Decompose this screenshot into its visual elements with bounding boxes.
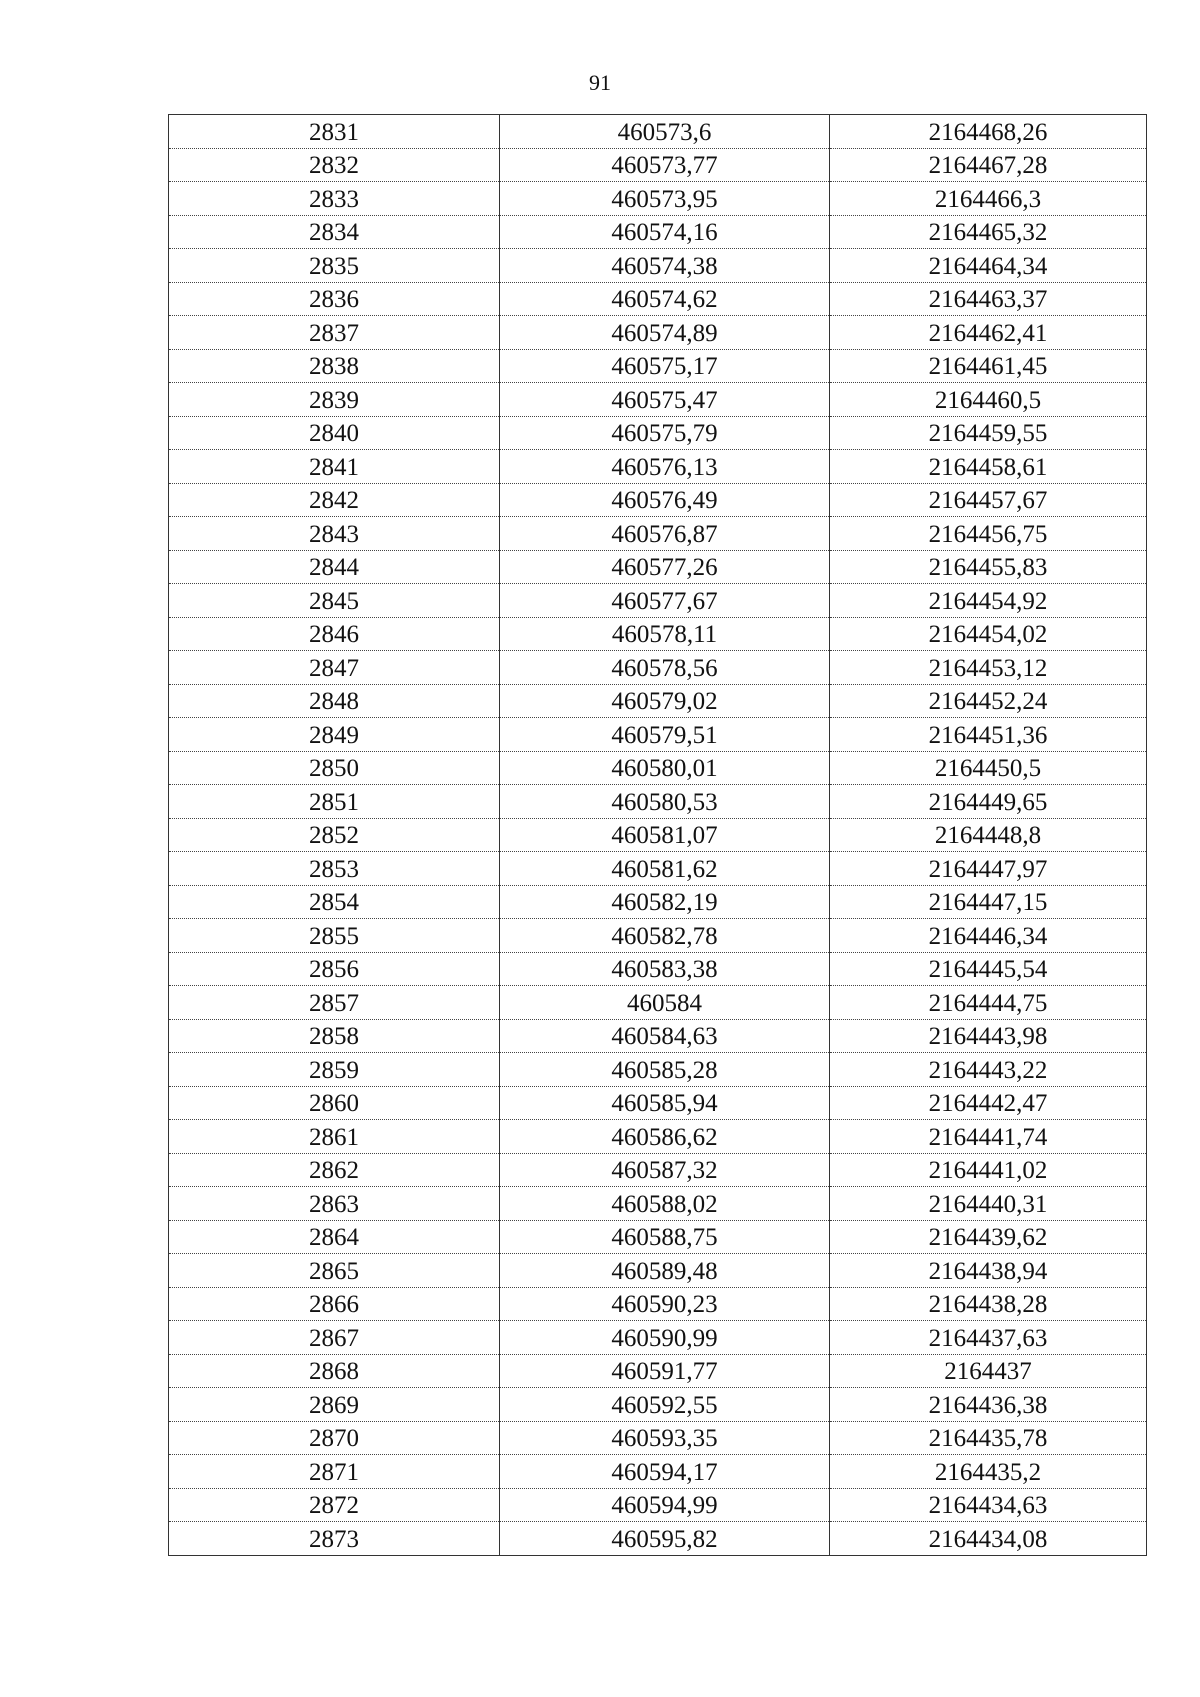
x-coordinate-cell: 460575,79 [500, 416, 830, 450]
point-number-cell: 2852 [169, 818, 500, 852]
x-coordinate-cell: 460574,38 [500, 249, 830, 283]
point-number-cell: 2870 [169, 1421, 500, 1455]
x-coordinate-cell: 460588,75 [500, 1220, 830, 1254]
x-coordinate-cell: 460585,28 [500, 1053, 830, 1087]
point-number-cell: 2843 [169, 517, 500, 551]
x-coordinate-cell: 460574,62 [500, 282, 830, 316]
table-row [169, 1153, 1147, 1187]
table-row [169, 718, 1147, 752]
y-coordinate-cell: 2164437,63 [830, 1321, 1147, 1355]
point-number-cell: 2872 [169, 1488, 500, 1522]
point-number-cell: 2844 [169, 550, 500, 584]
table-row [169, 785, 1147, 819]
x-coordinate-cell: 460593,35 [500, 1421, 830, 1455]
point-number-cell: 2831 [169, 115, 500, 149]
table-row [169, 986, 1147, 1020]
x-coordinate-cell: 460588,02 [500, 1187, 830, 1221]
y-coordinate-cell: 2164443,22 [830, 1053, 1147, 1087]
y-coordinate-cell: 2164440,31 [830, 1187, 1147, 1221]
point-number-cell: 2871 [169, 1455, 500, 1489]
y-coordinate-cell: 2164456,75 [830, 517, 1147, 551]
x-coordinate-cell: 460576,49 [500, 483, 830, 517]
table-row [169, 215, 1147, 249]
point-number-cell: 2849 [169, 718, 500, 752]
table-row [169, 1388, 1147, 1422]
point-number-cell: 2850 [169, 751, 500, 785]
y-coordinate-cell: 2164467,28 [830, 148, 1147, 182]
y-coordinate-cell: 2164448,8 [830, 818, 1147, 852]
x-coordinate-cell: 460575,47 [500, 383, 830, 417]
y-coordinate-cell: 2164441,02 [830, 1153, 1147, 1187]
point-number-cell: 2869 [169, 1388, 500, 1422]
y-coordinate-cell: 2164444,75 [830, 986, 1147, 1020]
point-number-cell: 2851 [169, 785, 500, 819]
table-row [169, 818, 1147, 852]
x-coordinate-cell: 460583,38 [500, 952, 830, 986]
x-coordinate-cell: 460581,07 [500, 818, 830, 852]
x-coordinate-cell: 460584,63 [500, 1019, 830, 1053]
y-coordinate-cell: 2164441,74 [830, 1120, 1147, 1154]
table-row [169, 1086, 1147, 1120]
point-number-cell: 2859 [169, 1053, 500, 1087]
x-coordinate-cell: 460594,99 [500, 1488, 830, 1522]
x-coordinate-cell: 460578,56 [500, 651, 830, 685]
table-row [169, 282, 1147, 316]
x-coordinate-cell: 460575,17 [500, 349, 830, 383]
point-number-cell: 2864 [169, 1220, 500, 1254]
point-number-cell: 2842 [169, 483, 500, 517]
y-coordinate-cell: 2164460,5 [830, 383, 1147, 417]
y-coordinate-cell: 2164439,62 [830, 1220, 1147, 1254]
table-row [169, 416, 1147, 450]
point-number-cell: 2865 [169, 1254, 500, 1288]
table-row [169, 651, 1147, 685]
table-row [169, 1488, 1147, 1522]
point-number-cell: 2847 [169, 651, 500, 685]
y-coordinate-cell: 2164443,98 [830, 1019, 1147, 1053]
x-coordinate-cell: 460573,95 [500, 182, 830, 216]
x-coordinate-cell: 460574,16 [500, 215, 830, 249]
y-coordinate-cell: 2164434,08 [830, 1522, 1147, 1556]
x-coordinate-cell: 460587,32 [500, 1153, 830, 1187]
x-coordinate-cell: 460582,19 [500, 885, 830, 919]
y-coordinate-cell: 2164468,26 [830, 115, 1147, 149]
table-row [169, 148, 1147, 182]
point-number-cell: 2838 [169, 349, 500, 383]
point-number-cell: 2854 [169, 885, 500, 919]
point-number-cell: 2846 [169, 617, 500, 651]
y-coordinate-cell: 2164453,12 [830, 651, 1147, 685]
table-row [169, 249, 1147, 283]
y-coordinate-cell: 2164438,28 [830, 1287, 1147, 1321]
x-coordinate-cell: 460573,77 [500, 148, 830, 182]
table-row [169, 349, 1147, 383]
coordinates-table [168, 114, 1147, 1556]
table-row [169, 1019, 1147, 1053]
table-row [169, 684, 1147, 718]
x-coordinate-cell: 460592,55 [500, 1388, 830, 1422]
y-coordinate-cell: 2164463,37 [830, 282, 1147, 316]
y-coordinate-cell: 2164447,97 [830, 852, 1147, 886]
y-coordinate-cell: 2164446,34 [830, 919, 1147, 953]
point-number-cell: 2856 [169, 952, 500, 986]
y-coordinate-cell: 2164458,61 [830, 450, 1147, 484]
x-coordinate-cell: 460579,51 [500, 718, 830, 752]
coordinates-table-body [169, 115, 1147, 1556]
table-row [169, 550, 1147, 584]
x-coordinate-cell: 460573,6 [500, 115, 830, 149]
x-coordinate-cell: 460579,02 [500, 684, 830, 718]
y-coordinate-cell: 2164435,2 [830, 1455, 1147, 1489]
table-row [169, 1187, 1147, 1221]
table-row [169, 1421, 1147, 1455]
table-row [169, 952, 1147, 986]
point-number-cell: 2834 [169, 215, 500, 249]
point-number-cell: 2837 [169, 316, 500, 350]
x-coordinate-cell: 460576,87 [500, 517, 830, 551]
x-coordinate-cell: 460582,78 [500, 919, 830, 953]
y-coordinate-cell: 2164466,3 [830, 182, 1147, 216]
x-coordinate-cell: 460586,62 [500, 1120, 830, 1154]
point-number-cell: 2861 [169, 1120, 500, 1154]
y-coordinate-cell: 2164445,54 [830, 952, 1147, 986]
y-coordinate-cell: 2164462,41 [830, 316, 1147, 350]
x-coordinate-cell: 460590,99 [500, 1321, 830, 1355]
table-row [169, 1287, 1147, 1321]
table-row [169, 1254, 1147, 1288]
y-coordinate-cell: 2164465,32 [830, 215, 1147, 249]
table-row [169, 1455, 1147, 1489]
point-number-cell: 2860 [169, 1086, 500, 1120]
y-coordinate-cell: 2164435,78 [830, 1421, 1147, 1455]
table-row [169, 1522, 1147, 1556]
x-coordinate-cell: 460589,48 [500, 1254, 830, 1288]
table-row [169, 751, 1147, 785]
x-coordinate-cell: 460585,94 [500, 1086, 830, 1120]
y-coordinate-cell: 2164461,45 [830, 349, 1147, 383]
x-coordinate-cell: 460595,82 [500, 1522, 830, 1556]
page-number: 91 [589, 70, 611, 95]
point-number-cell: 2845 [169, 584, 500, 618]
point-number-cell: 2832 [169, 148, 500, 182]
table-row [169, 1053, 1147, 1087]
table-row [169, 919, 1147, 953]
point-number-cell: 2873 [169, 1522, 500, 1556]
y-coordinate-cell: 2164454,92 [830, 584, 1147, 618]
y-coordinate-cell: 2164449,65 [830, 785, 1147, 819]
y-coordinate-cell: 2164438,94 [830, 1254, 1147, 1288]
x-coordinate-cell: 460590,23 [500, 1287, 830, 1321]
table-row [169, 1354, 1147, 1388]
table-row [169, 885, 1147, 919]
y-coordinate-cell: 2164454,02 [830, 617, 1147, 651]
x-coordinate-cell: 460581,62 [500, 852, 830, 886]
table-row [169, 383, 1147, 417]
point-number-cell: 2862 [169, 1153, 500, 1187]
y-coordinate-cell: 2164455,83 [830, 550, 1147, 584]
point-number-cell: 2835 [169, 249, 500, 283]
point-number-cell: 2840 [169, 416, 500, 450]
point-number-cell: 2863 [169, 1187, 500, 1221]
table-row [169, 115, 1147, 149]
table-row [169, 1321, 1147, 1355]
point-number-cell: 2857 [169, 986, 500, 1020]
y-coordinate-cell: 2164459,55 [830, 416, 1147, 450]
table-row [169, 584, 1147, 618]
y-coordinate-cell: 2164452,24 [830, 684, 1147, 718]
x-coordinate-cell: 460574,89 [500, 316, 830, 350]
x-coordinate-cell: 460594,17 [500, 1455, 830, 1489]
table-row [169, 1120, 1147, 1154]
x-coordinate-cell: 460584 [500, 986, 830, 1020]
table-row [169, 483, 1147, 517]
point-number-cell: 2855 [169, 919, 500, 953]
y-coordinate-cell: 2164436,38 [830, 1388, 1147, 1422]
x-coordinate-cell: 460578,11 [500, 617, 830, 651]
y-coordinate-cell: 2164464,34 [830, 249, 1147, 283]
table-row [169, 1220, 1147, 1254]
point-number-cell: 2836 [169, 282, 500, 316]
x-coordinate-cell: 460577,26 [500, 550, 830, 584]
y-coordinate-cell: 2164451,36 [830, 718, 1147, 752]
point-number-cell: 2867 [169, 1321, 500, 1355]
point-number-cell: 2868 [169, 1354, 500, 1388]
x-coordinate-cell: 460591,77 [500, 1354, 830, 1388]
point-number-cell: 2848 [169, 684, 500, 718]
y-coordinate-cell: 2164447,15 [830, 885, 1147, 919]
point-number-cell: 2839 [169, 383, 500, 417]
table-row [169, 617, 1147, 651]
table-row [169, 517, 1147, 551]
x-coordinate-cell: 460577,67 [500, 584, 830, 618]
table-row [169, 852, 1147, 886]
point-number-cell: 2866 [169, 1287, 500, 1321]
table-row [169, 182, 1147, 216]
point-number-cell: 2853 [169, 852, 500, 886]
x-coordinate-cell: 460580,53 [500, 785, 830, 819]
y-coordinate-cell: 2164434,63 [830, 1488, 1147, 1522]
point-number-cell: 2833 [169, 182, 500, 216]
y-coordinate-cell: 2164450,5 [830, 751, 1147, 785]
y-coordinate-cell: 2164442,47 [830, 1086, 1147, 1120]
y-coordinate-cell: 2164457,67 [830, 483, 1147, 517]
table-row [169, 316, 1147, 350]
point-number-cell: 2858 [169, 1019, 500, 1053]
point-number-cell: 2841 [169, 450, 500, 484]
table-row [169, 450, 1147, 484]
x-coordinate-cell: 460580,01 [500, 751, 830, 785]
y-coordinate-cell: 2164437 [830, 1354, 1147, 1388]
x-coordinate-cell: 460576,13 [500, 450, 830, 484]
